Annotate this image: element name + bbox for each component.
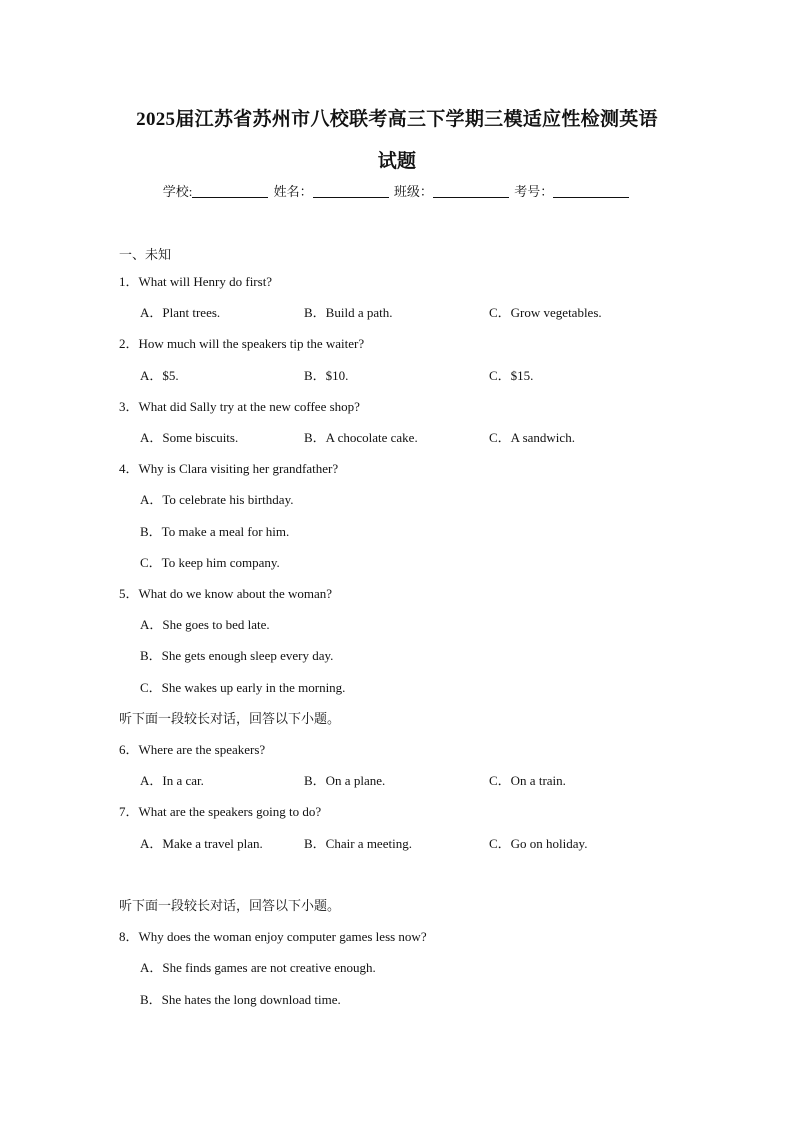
option-b: B．Chair a meeting. bbox=[304, 836, 412, 851]
option-c: C．She wakes up early in the morning. bbox=[140, 680, 346, 695]
section-title: 一、未知 bbox=[119, 247, 172, 262]
exam-no-label: 考号： bbox=[514, 184, 554, 199]
option-b: B．She hates the long download time. bbox=[140, 992, 341, 1007]
option-c: C．To keep him company. bbox=[140, 555, 280, 570]
option-b: B．She gets enough sleep every day. bbox=[140, 648, 334, 663]
option-a: A．Some biscuits. bbox=[140, 430, 239, 445]
student-info-row bbox=[0, 181, 794, 200]
page-title: 2025届江苏省苏州市八校联考高三下学期三模适应性检测英语 bbox=[136, 109, 658, 130]
exam-no-blank bbox=[553, 185, 629, 198]
question-stem: 3．What did Sally try at the new coffee shop? bbox=[119, 399, 360, 414]
option-b: B．$10. bbox=[304, 368, 349, 383]
option-a: A．She goes to bed late. bbox=[140, 617, 270, 632]
school-label: 学校: bbox=[162, 184, 193, 199]
question-stem: 1．What will Henry do first? bbox=[119, 274, 273, 289]
question-stem: 4．Why is Clara visiting her grandfather? bbox=[119, 461, 339, 476]
option-a: A．She finds games are not creative enough. bbox=[140, 960, 376, 975]
name-label: 姓名： bbox=[273, 184, 313, 199]
page-title-line2: 试题 bbox=[377, 151, 417, 172]
option-b: B．Build a path. bbox=[304, 305, 393, 320]
question-stem: 7．What are the speakers going to do? bbox=[119, 804, 322, 819]
option-b: B．A chocolate cake. bbox=[304, 430, 418, 445]
option-c: C．Grow vegetables. bbox=[489, 305, 602, 320]
question-stem: 6．Where are the speakers? bbox=[119, 742, 266, 757]
option-c: C．A sandwich. bbox=[489, 430, 575, 445]
option-a: A．Plant trees. bbox=[140, 305, 221, 320]
option-c: C．Go on holiday. bbox=[489, 836, 588, 851]
school-blank bbox=[192, 185, 268, 198]
class-label: 班级： bbox=[393, 184, 433, 199]
option-a: A．Make a travel plan. bbox=[140, 836, 263, 851]
option-a: A．$5. bbox=[140, 368, 179, 383]
question-stem: 8．Why does the woman enjoy computer games less now? bbox=[119, 929, 427, 944]
question-stem: 2．How much will the speakers tip the waiter? bbox=[119, 336, 365, 351]
class-blank bbox=[433, 185, 509, 198]
option-c: C．$15. bbox=[489, 368, 534, 383]
name-blank bbox=[313, 185, 389, 198]
option-a: A．In a car. bbox=[140, 773, 204, 788]
instruction-text: 听下面一段较长对话，回答以下小题。 bbox=[119, 711, 341, 726]
option-c: C．On a train. bbox=[489, 773, 566, 788]
question-stem: 5．What do we know about the woman? bbox=[119, 586, 333, 601]
option-b: B．On a plane. bbox=[304, 773, 386, 788]
instruction-text: 听下面一段较长对话，回答以下小题。 bbox=[119, 898, 341, 913]
option-b: B．To make a meal for him. bbox=[140, 524, 290, 539]
option-a: A．To celebrate his birthday. bbox=[140, 492, 294, 507]
